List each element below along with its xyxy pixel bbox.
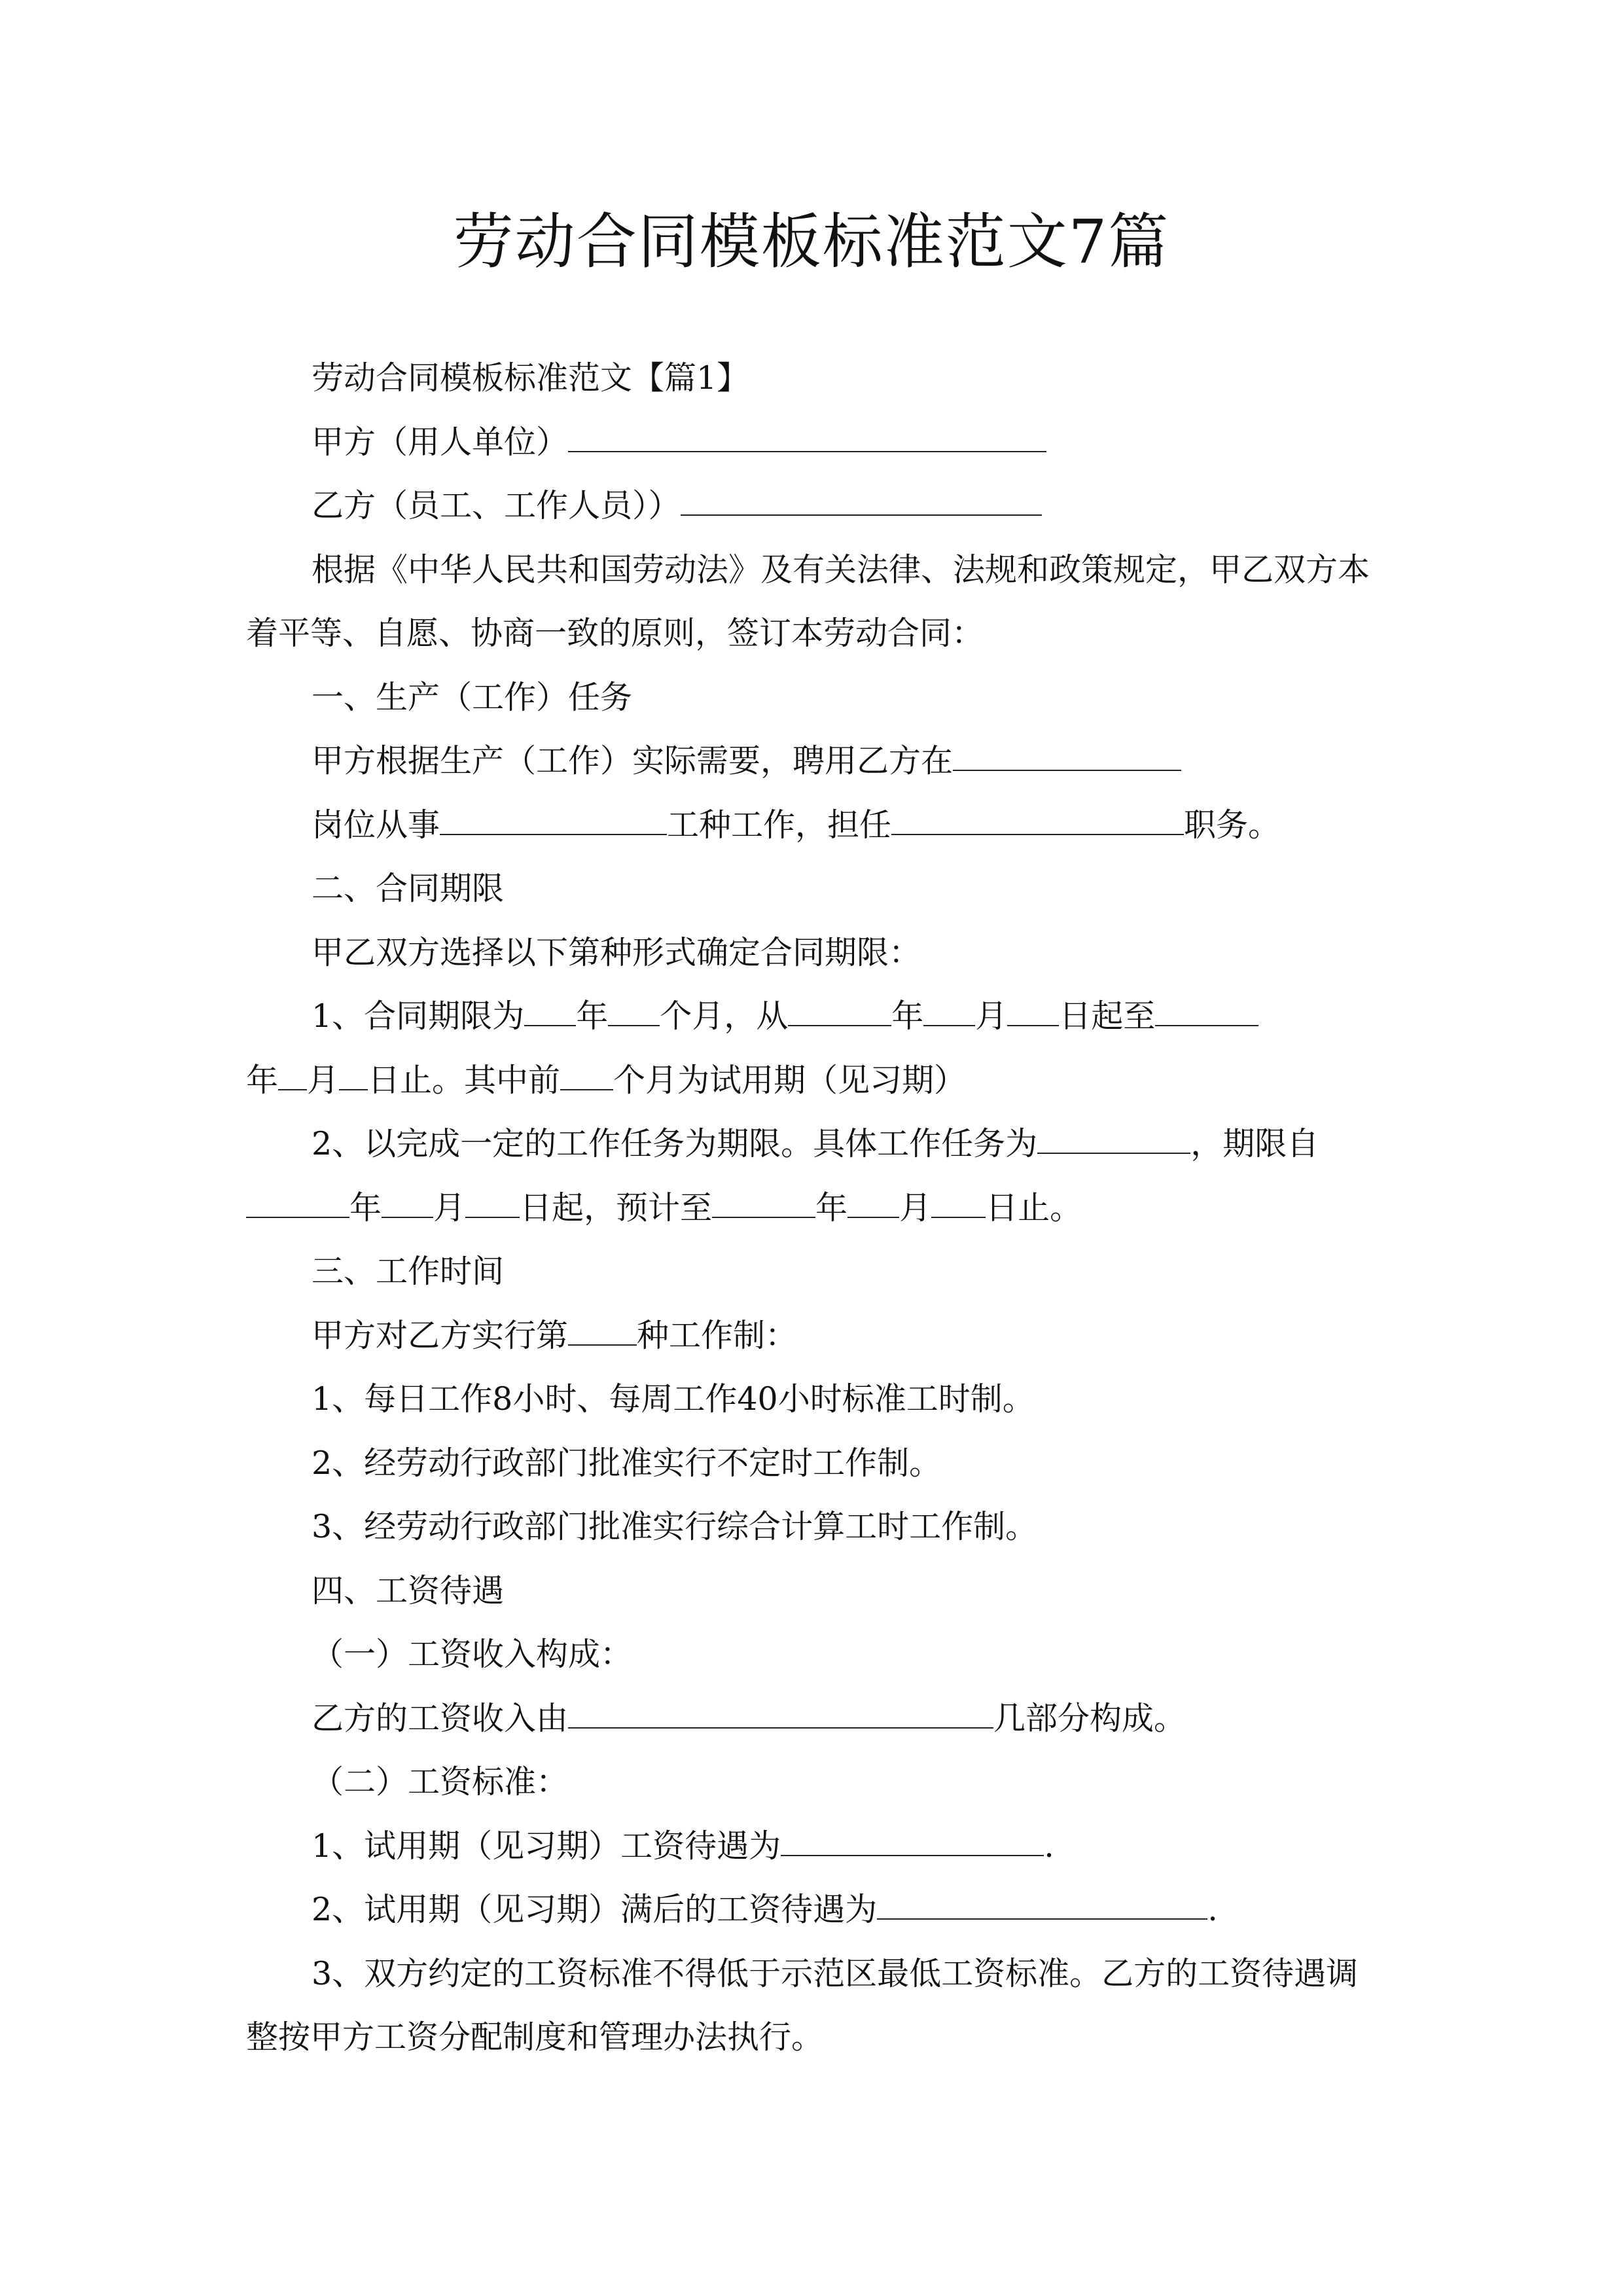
paragraph-line — [246, 1495, 1378, 1559]
line-text: 年 — [815, 1189, 848, 1227]
line-text: . — [1207, 1891, 1218, 1928]
paragraph-line — [246, 1687, 1378, 1751]
fill-in-blank[interactable] — [524, 984, 576, 1026]
paragraph-line — [246, 1942, 1378, 2006]
line-text: 月 — [975, 997, 1008, 1035]
paragraph-line — [246, 1431, 1378, 1496]
fill-in-blank[interactable] — [891, 793, 1184, 835]
line-text: 年 — [891, 997, 924, 1035]
line-text: 日起，预计至 — [520, 1189, 713, 1227]
line-text: 种工作制： — [637, 1316, 798, 1354]
fill-in-blank[interactable] — [1007, 984, 1059, 1026]
paragraph-line — [246, 857, 1378, 921]
line-text: （一）工资收入构成： — [312, 1636, 633, 1673]
fill-in-blank[interactable] — [465, 1176, 520, 1218]
fill-in-blank[interactable] — [712, 1176, 815, 1218]
fill-in-blank[interactable] — [1155, 984, 1258, 1026]
fill-in-blank[interactable] — [847, 1176, 899, 1218]
line-text: 2、以完成一定的工作任务为期限。具体工作任务为 — [312, 1125, 1038, 1162]
line-text: 1、每日工作8小时、每周工作40小时标准工时制。 — [312, 1380, 1035, 1418]
paragraph-line — [246, 921, 1378, 985]
line-text: 工种工作，担任 — [667, 806, 892, 844]
line-text: 几部分构成。 — [993, 1699, 1186, 1737]
paragraph-line — [246, 729, 1378, 793]
line-text: 乙方的工资收入由 — [312, 1699, 569, 1737]
line-text: 个月，从 — [660, 997, 789, 1035]
paragraph-line — [246, 474, 1378, 538]
line-text: 三、工作时间 — [312, 1253, 505, 1290]
line-text: 月 — [899, 1189, 932, 1227]
line-text: 年 — [576, 997, 609, 1035]
paragraph-line — [246, 1814, 1378, 1878]
paragraph-line — [246, 1559, 1378, 1623]
paragraph-line — [246, 666, 1378, 730]
paragraph-line — [246, 984, 1378, 1049]
paragraph-line — [246, 1623, 1378, 1687]
line-text: 年 — [246, 1061, 279, 1099]
paragraph-line — [246, 346, 1378, 410]
fill-in-blank[interactable] — [560, 1049, 613, 1090]
fill-in-blank[interactable] — [339, 1049, 368, 1090]
paragraph-line — [246, 1176, 1378, 1240]
paragraph-line — [246, 410, 1378, 475]
line-text: 四、工资待遇 — [312, 1571, 505, 1609]
fill-in-blank[interactable] — [788, 984, 891, 1026]
paragraph-line — [246, 1112, 1378, 1176]
line-text: 一、生产（工作）任务 — [312, 678, 633, 716]
paragraph-line — [246, 1878, 1378, 1942]
fill-in-blank[interactable] — [568, 1687, 993, 1729]
fill-in-blank[interactable] — [923, 984, 975, 1026]
line-text: 整按甲方工资分配制度和管理办法执行。 — [246, 2018, 824, 2056]
fill-in-blank[interactable] — [278, 1049, 307, 1090]
paragraph-line — [246, 1240, 1378, 1304]
line-text: 甲方（用人单位） — [312, 423, 569, 461]
line-text: 2、经劳动行政部门批准实行不定时工作制。 — [312, 1444, 942, 1482]
paragraph-line — [246, 1750, 1378, 1814]
fill-in-blank[interactable] — [877, 1878, 1207, 1920]
line-text: 个月为试用期（见习期） — [613, 1061, 967, 1099]
document-title: 劳动合同模板标准范文7篇 — [453, 207, 1170, 277]
line-text: 2、试用期（见习期）满后的工资待遇为 — [312, 1891, 878, 1928]
line-text: 甲乙双方选择以下第种形式确定合同期限： — [312, 933, 921, 971]
line-text: 二、合同期限 — [312, 870, 505, 907]
fill-in-blank[interactable] — [608, 984, 660, 1026]
line-text: 年 — [349, 1189, 382, 1227]
line-text: 月 — [433, 1189, 466, 1227]
fill-in-blank[interactable] — [382, 1176, 433, 1218]
line-text: 甲方根据生产（工作）实际需要，聘用乙方在 — [312, 742, 954, 780]
paragraph-line — [246, 1367, 1378, 1431]
paragraph-line — [246, 1304, 1378, 1368]
line-text: 日止。其中前 — [368, 1061, 561, 1099]
line-text: 1、合同期限为 — [312, 997, 525, 1035]
line-text: 甲方对乙方实行第 — [312, 1316, 569, 1354]
line-text: 职务。 — [1184, 806, 1281, 844]
paragraph-line — [246, 601, 1378, 666]
line-text: （二）工资标准： — [312, 1763, 569, 1801]
document-body — [246, 346, 1378, 2070]
line-text: 3、经劳动行政部门批准实行综合计算工时工作制。 — [312, 1508, 1038, 1545]
line-text: 着平等、自愿、协商一致的原则，签订本劳动合同： — [246, 615, 984, 652]
fill-in-blank[interactable] — [931, 1176, 986, 1218]
line-text: 3、双方约定的工资标准不得低于示范区最低工资标准。乙方的工资待遇调 — [312, 1954, 1359, 1992]
fill-in-blank[interactable] — [1037, 1112, 1190, 1154]
fill-in-blank[interactable] — [440, 793, 667, 835]
line-text: 日止。 — [986, 1189, 1082, 1227]
fill-in-blank[interactable] — [781, 1814, 1044, 1856]
fill-in-blank[interactable] — [681, 474, 1042, 516]
line-text: 月 — [307, 1061, 340, 1099]
fill-in-blank[interactable] — [568, 1304, 637, 1346]
fill-in-blank[interactable] — [246, 1176, 349, 1218]
fill-in-blank[interactable] — [568, 410, 1046, 452]
line-text: . — [1044, 1827, 1054, 1865]
line-text: 劳动合同模板标准范文【篇1】 — [312, 359, 749, 397]
paragraph-line — [246, 793, 1378, 857]
paragraph-line — [246, 538, 1378, 602]
paragraph-line — [246, 2005, 1378, 2070]
line-text: 乙方（员工、工作人员）） — [312, 487, 681, 524]
line-text: 根据《中华人民共和国劳动法》及有关法律、法规和政策规定，甲乙双方本 — [312, 550, 1370, 588]
line-text: 1、试用期（见习期）工资待遇为 — [312, 1827, 781, 1865]
line-text: ，期限自 — [1190, 1125, 1319, 1162]
line-text: 岗位从事 — [312, 806, 440, 844]
paragraph-line — [246, 1049, 1378, 1113]
line-text: 日起至 — [1059, 997, 1156, 1035]
fill-in-blank[interactable] — [953, 729, 1181, 771]
